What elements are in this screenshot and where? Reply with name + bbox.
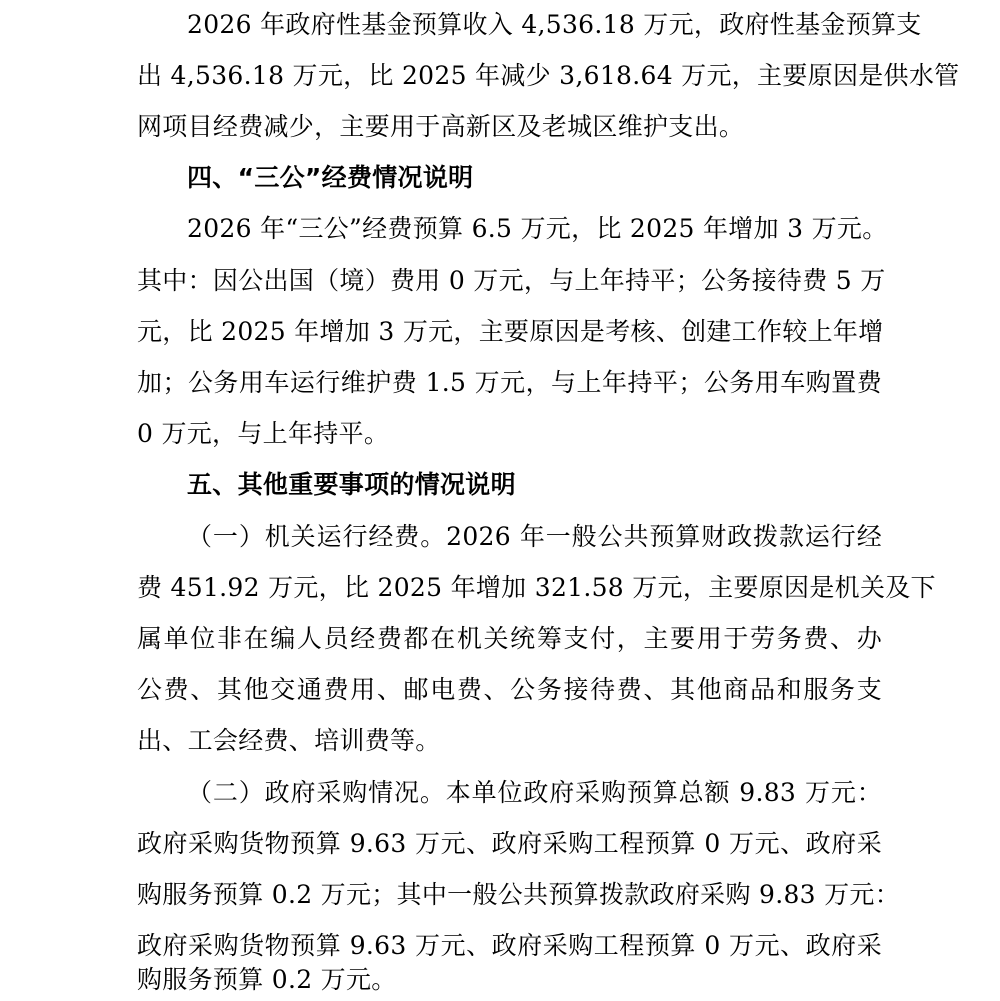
text-line: 加；公务用车运行维护费 1.5 万元，与上年持平；公务用车购置费: [137, 368, 882, 397]
text-line: （一）机关运行经费。2026 年一般公共预算财政拨款运行经: [187, 522, 882, 551]
section-heading-three-public-expenses: 四、“三公”经费情况说明: [187, 163, 474, 192]
section-heading-other-matters: 五、其他重要事项的情况说明: [187, 470, 516, 499]
text-line: 政府采购货物预算 9.63 万元、政府采购工程预算 0 万元、政府采: [137, 931, 882, 960]
text-line: 网项目经费减少，主要用于高新区及老城区维护支出。: [137, 112, 745, 141]
text-line: 购服务预算 0.2 万元；其中一般公共预算拨款政府采购 9.83 万元：: [137, 880, 901, 909]
text-line: （二）政府采购情况。本单位政府采购预算总额 9.83 万元：: [187, 778, 882, 807]
text-line: 出、工会经费、培训费等。: [137, 726, 441, 755]
text-line: 元，比 2025 年增加 3 万元，主要原因是考核、创建工作较上年增: [137, 317, 884, 346]
text-line: 2026 年政府性基金预算收入 4,536.18 万元，政府性基金预算支: [187, 10, 922, 39]
text-line: 公费、其他交通费用、邮电费、公务接待费、其他商品和服务支: [137, 675, 882, 704]
text-line: 费 451.92 万元，比 2025 年增加 321.58 万元，主要原因是机关及下: [137, 573, 936, 602]
text-line: 其中：因公出国（境）费用 0 万元，与上年持平；公务接待费 5 万: [137, 266, 886, 295]
text-line: 0 万元，与上年持平。: [137, 419, 390, 448]
text-line: 出 4,536.18 万元，比 2025 年减少 3,618.64 万元，主要原因是供水管: [137, 61, 960, 90]
text-line: 购服务预算 0.2 万元。: [137, 965, 397, 994]
text-line: 2026 年“三公”经费预算 6.5 万元，比 2025 年增加 3 万元。: [187, 214, 888, 243]
text-line: 属单位非在编人员经费都在机关统筹支付，主要用于劳务费、办: [137, 624, 882, 653]
text-line: 政府采购货物预算 9.63 万元、政府采购工程预算 0 万元、政府采: [137, 829, 882, 858]
